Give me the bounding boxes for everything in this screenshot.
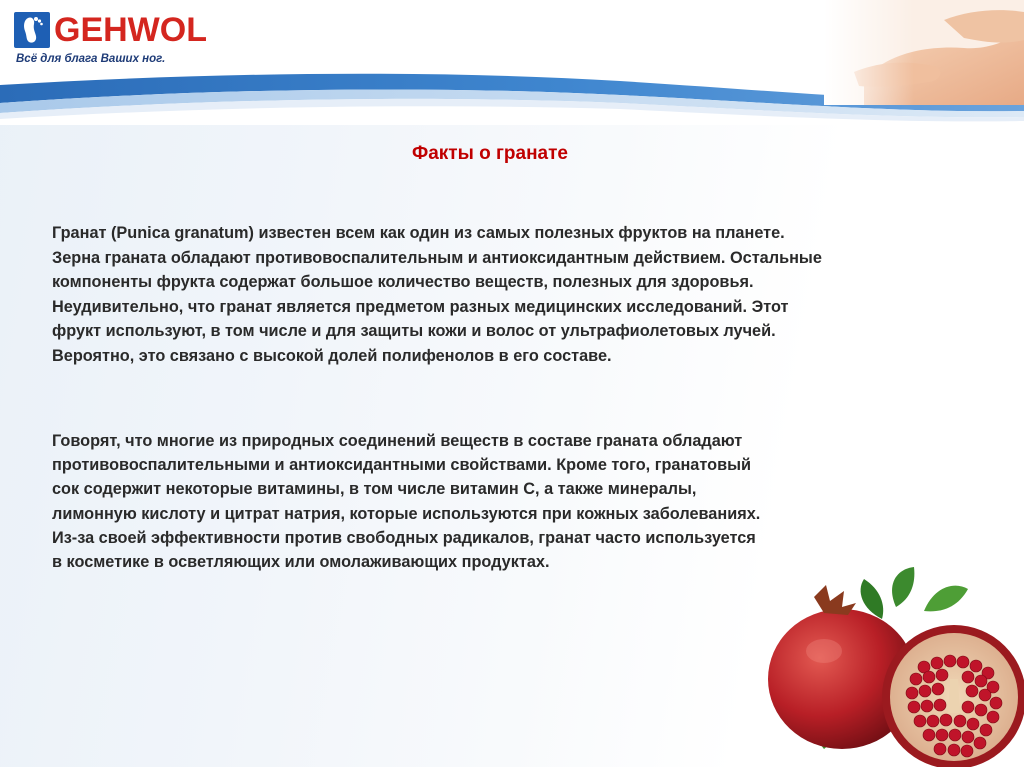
- paragraph-line: Неудивительно, что гранат является предметом разных медицинских исследований. Этот: [52, 297, 789, 316]
- logo-brand-name: GEHWOL: [54, 11, 207, 49]
- paragraph-line: компоненты фрукта содержат большое количество веществ, полезных для здоровья.: [52, 273, 754, 291]
- paragraph-1: [52, 221, 822, 368]
- paragraph-line: сок содержит некоторые витамины, в том числе витамин С, а также минералы,: [52, 480, 697, 499]
- paragraph-line: Вероятно, это связано с высокой долей полифенолов в его составе.: [52, 346, 612, 365]
- paragraph-line: Зерна граната обладают противовоспалительным и антиоксидантным действием. Остальные: [52, 248, 822, 267]
- paragraph-line: противовоспалительными и антиоксидантными свойствами. Кроме того, гранатовый: [52, 456, 751, 475]
- paragraph-line: лимонную кислоту и цитрат натрия, которые используются при кожных заболеваниях.: [52, 504, 761, 523]
- header: [0, 0, 1024, 125]
- paragraph-line: Гранат (Punica granatum) известен всем как один из самых полезных фруктов на планете.: [52, 224, 785, 242]
- logo-tagline: Всё для блага Ваших ног.: [16, 53, 166, 65]
- paragraph-line: в косметике в осветляющих или омолаживающих продуктах.: [52, 553, 550, 572]
- slide-title: Факты о гранате: [412, 143, 568, 164]
- foot-logo-icon: [14, 12, 50, 48]
- pomegranate-photo: [764, 567, 1024, 767]
- paragraph-line: Из-за своей эффективности против свободных радикалов, гранат часто используется: [52, 528, 756, 547]
- paragraph-2: [52, 429, 760, 574]
- paragraph-line: фрукт используют, в том числе и для защиты кожи и волос от ультрафиолетовых лучей.: [52, 322, 776, 340]
- paragraph-line: Говорят, что многие из природных соединений веществ в составе граната обладают: [52, 432, 743, 450]
- hands-feet-photo: [824, 0, 1024, 105]
